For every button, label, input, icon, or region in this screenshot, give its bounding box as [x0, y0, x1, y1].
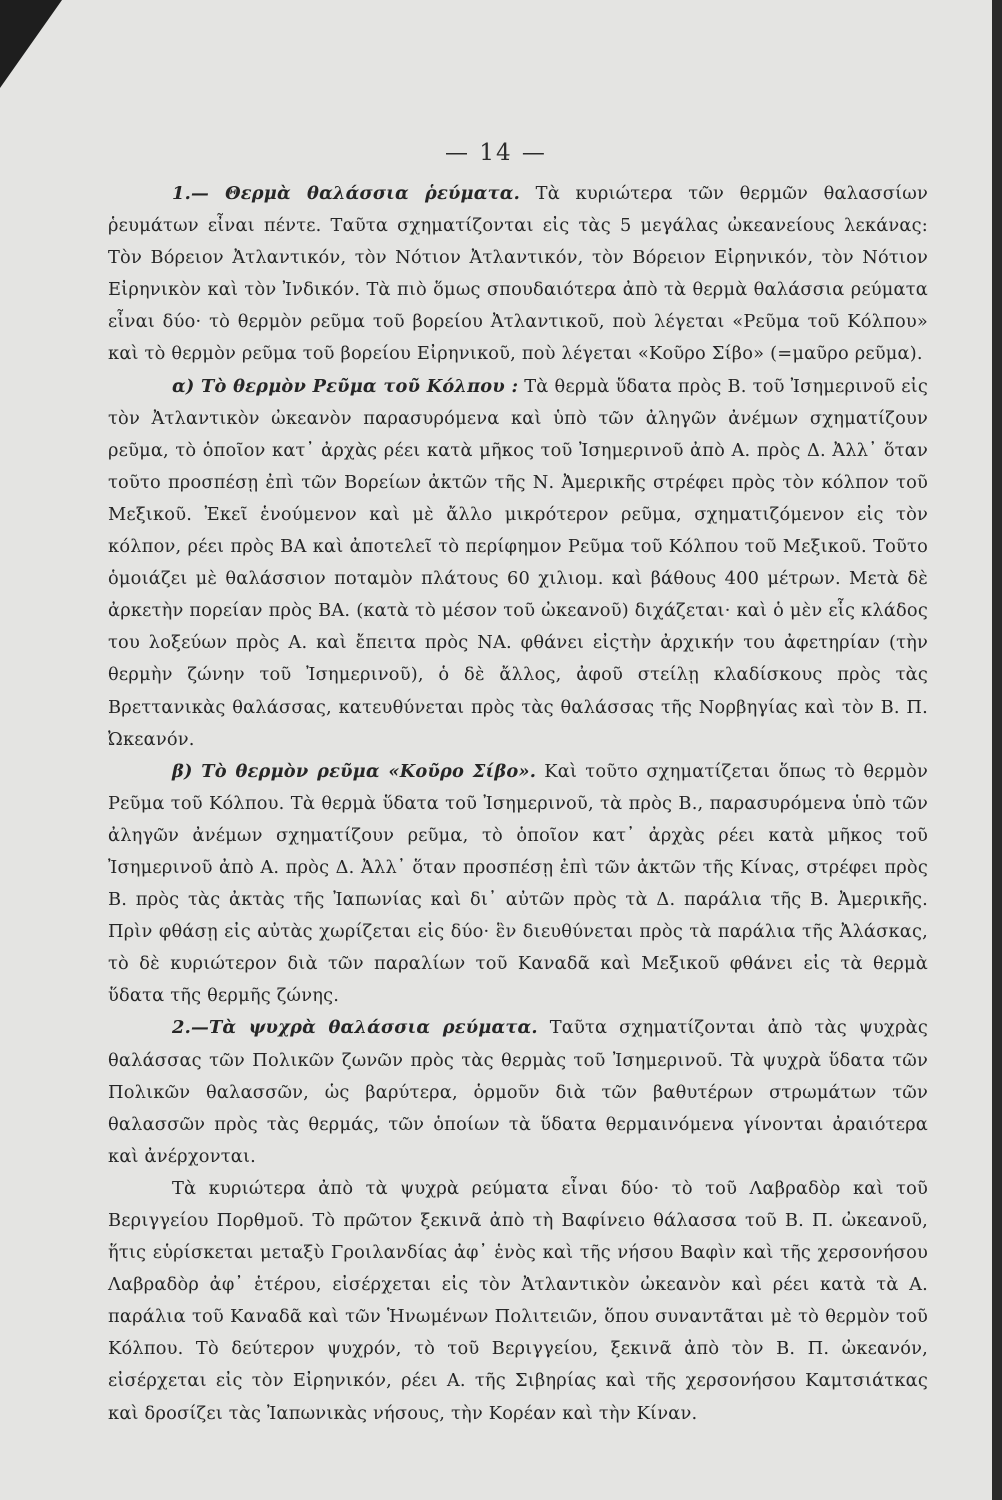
heading-gulf-stream: α) Τὸ θερμὸν Ρεῦμα τοῦ Κόλπου : [172, 375, 519, 397]
page-body [108, 178, 928, 1430]
heading-kuroshio: β) Τὸ θερμὸν ρεῦμα «Κοῦρο Σίβο». [172, 760, 537, 782]
page-number: — 14 — [445, 140, 547, 166]
heading-warm-currents: 1.— Θερμὰ θαλάσσια ῥεύματα. [172, 183, 521, 204]
paragraph-cold-currents [108, 1012, 928, 1172]
text-cold-currents: Ταῦτα σχηματίζονται ἀπὸ τὰς ψυχρὰς θαλάσσας τῶν Πολικῶν ζωνῶν πρὸς τὰς θερμὰς τοῦ Ἰσημερινοῦ. Τὰ ψυχρὰ ὕδατα τῶν Πολικῶν θαλασσῶν, ὡς βαρύτερα, ὁρμοῦν διὰ τῶν βαθυτέρων στρωμάτων τῶν θαλασσῶν πρὸς τὰς θερμάς, τῶν ὁποίων τὰ ὕδατα θερμαινόμενα γίνονται ἀραιότερα καὶ ἀνέρχονται. [108, 1017, 928, 1167]
heading-cold-currents: 2.—Τὰ ψυχρὰ θαλάσσια ρεύματα. [172, 1017, 538, 1039]
text-gulf-stream: Τὰ θερμὰ ὕδατα πρὸς Β. τοῦ Ἰσημερινοῦ εἰς τὸν Ἀτλαντικὸν ὠκεανὸν παρασυρόμενα καὶ ὑπὸ τῶν ἀληγῶν ἀνέμων σχηματίζουν ρεῦμα, τὸ ὁποῖον κατ᾿ ἀρχὰς ρέει κατὰ μῆκος τοῦ Ἰσημερινοῦ ἀπὸ Α. πρὸς Δ. Ἀλλ᾿ ὅταν τοῦτο προσπέσῃ ἐπὶ τῶν Βορείων ἀκτῶν τῆς Ν. Ἀμερικῆς στρέφει πρὸς τὸν κόλπον τοῦ Μεξικοῦ. Ἐκεῖ ἑνούμενον καὶ μὲ ἄλλο μικρότερον ρεῦμα, σχηματιζόμενον εἰς τὸν κόλπον, ρέει πρὸς ΒΑ καὶ ἀποτελεῖ τὸ περίφημον Ρεῦμα τοῦ Κόλπου τοῦ Μεξικοῦ. Τοῦτο ὁμοιάζει μὲ θαλάσσιον ποταμὸν πλάτους 60 χιλιομ. καὶ βάθους 400 μέτρων. Μετὰ δὲ ἀρκετὴν πορείαν πρὸς ΒΑ. (κατὰ τὸ μέσον τοῦ ὠκεανοῦ) διχάζεται· καὶ ὁ μὲν εἷς κλάδος του λοξεύων πρὸς Α. καὶ ἔπειτα πρὸς ΝΑ. φθάνει εἰςτὴν ἀρχικήν του ἀφετηρίαν (τὴν θερμὴν ζώνην τοῦ Ἰσημερινοῦ), ὁ δὲ ἄλλος, ἀφοῦ στείλῃ κλαδίσκους πρὸς τὰς Βρεττανικὰς θαλάσσας, κατευθύνεται πρὸς τὰς θαλάσσας τῆς Νορβηγίας καὶ τὸν Β. Π. Ὠκεανόν. [108, 375, 928, 750]
paragraph-kuroshio [108, 756, 928, 1013]
paragraph-main-cold-currents: Τὰ κυριώτερα ἀπὸ τὰ ψυχρὰ ρεύματα εἶναι δύο· τὸ τοῦ Λαβραδὸρ καὶ τοῦ Βεριγγείου Πορθμοῦ. Τὸ πρῶτον ξεκινᾶ ἀπὸ τὴ Βαφίνειο θάλασσα τοῦ Β. Π. ὠκεανοῦ, ἥτις εὑρίσκεται μεταξὺ Γροιλανδίας ἀφ᾿ ἑνὸς καὶ τῆς νήσου Βαφὶν καὶ τῆς χερσονήσου Λαβραδὸρ ἀφ᾿ ἑτέρου, εἰσέρχεται εἰς τὸν Ἀτλαντικὸν ὠκεανὸν καὶ ρέει κατὰ τὰ Α. παράλια τοῦ Καναδᾶ καὶ τῶν Ἡνωμένων Πολιτειῶν, ὅπου συναντᾶται μὲ τὸ θερμὸν τοῦ Κόλπου. Τὸ δεύτερον ψυχρόν, τὸ τοῦ Βεριγγείου, ξεκινᾶ ἀπὸ τὸν Β. Π. ὠκεανόν, εἰσέρχεται εἰς τὸν Εἰρηνικόν, ρέει Α. τῆς Σιβηρίας καὶ τῆς χερσονήσου Καμτσιάτκας καὶ δροσίζει τὰς Ἰαπωνικὰς νήσους, τὴν Κορέαν καὶ τὴν Κίναν. [108, 1177, 928, 1424]
paragraph-gulf-stream [108, 371, 928, 756]
text-kuroshio: Καὶ τοῦτο σχηματίζεται ὅπως τὸ θερμὸν Ρεῦμα τοῦ Κόλπου. Τὰ θερμὰ ὕδατα τοῦ Ἰσημερινοῦ, τὰ πρὸς Β., παρασυρόμενα ὑπὸ τῶν ἀληγῶν ἀνέμων σχηματίζουν ρεῦμα, τὸ ὁποῖον κατ᾿ ἀρχὰς ρέει κατὰ μῆκος τοῦ Ἰσημερινοῦ ἀπὸ Α. πρὸς Δ. Ἀλλ᾿ ὅταν προσπέσῃ ἐπὶ τῶν ἀκτῶν τῆς Κίνας, στρέφει πρὸς Β. πρὸς τὰς ἀκτὰς τῆς Ἰαπωνίας καὶ δι᾿ αὐτῶν πρὸς τὰ Δ. παράλια τῆς Β. Ἀμερικῆς. Πρὶν φθάσῃ εἰς αὐτὰς χωρίζεται εἰς δύο· ἓν διευθύνεται πρὸς τὰ παράλια τῆς Ἀλάσκας, τὸ δὲ κυριώτερον διὰ τῶν παραλίων τοῦ Καναδᾶ καὶ Μεξικοῦ φθάνει εἰς τὰ θερμὰ ὕδατα τῆς θερμῆς ζώνης. [108, 760, 929, 1007]
book-spine [992, 0, 1002, 1500]
paragraph-warm-currents [108, 178, 928, 371]
text-warm-currents: Τὰ κυριώτερα τῶν θερμῶν θαλασσίων ῥευμάτων εἶναι πέντε. Ταῦτα σχηματίζονται εἰς τὰς 5 μεγάλας ὠκεανείους λεκάνας: Τὸν Βόρειον Ἀτλαντικόν, τὸν Νότιον Ἀτλαντικόν, τὸν Βόρειον Εἰρηνικόν, τὸν Νότιον Εἰρηνικὸν καὶ τὸν Ἰνδικόν. Τὰ πιὸ ὅμως σπουδαιότερα ἀπὸ τὰ θερμὰ θαλάσσια ρεύματα εἶναι δύο· τὸ θερμὸν ρεῦμα τοῦ βορείου Ἀτλαντικοῦ, ποὺ λέγεται «Ρεῦμα τοῦ Κόλπου» καὶ τὸ θερμὸν ρεῦμα τοῦ βορείου Εἰρηνικοῦ, ποὺ λέγεται «Κοῦρο Σίβο» (=μαῦρο ρεῦμα). [108, 183, 928, 365]
